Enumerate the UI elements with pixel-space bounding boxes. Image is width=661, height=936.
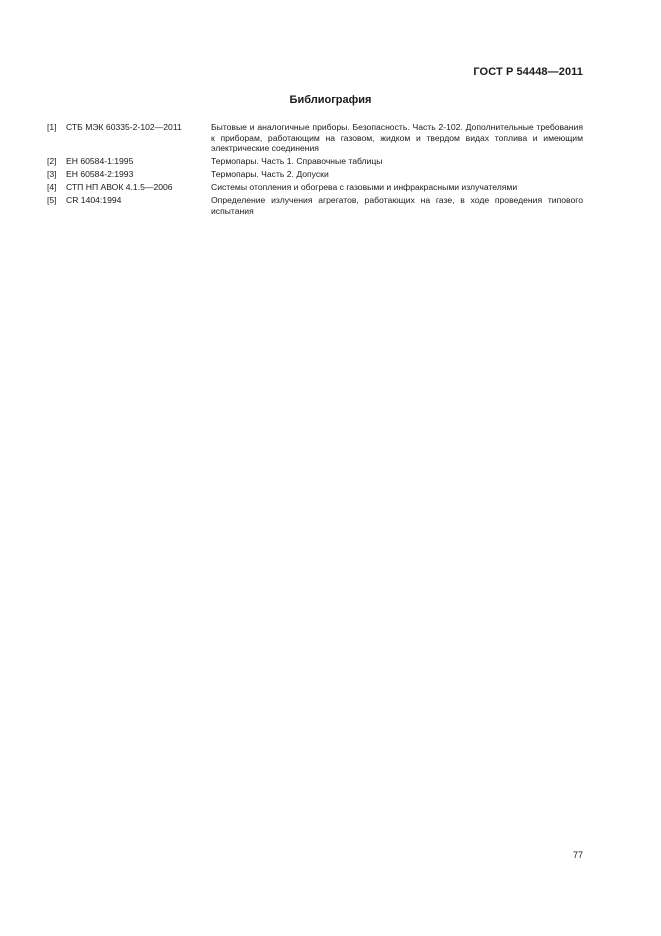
entry-reference: ЕН 60584-1:1995 bbox=[66, 156, 134, 167]
bibliography-entry bbox=[47, 182, 583, 193]
entry-number: [2] bbox=[47, 156, 57, 167]
entry-title: Определение излучения агрегатов, работающих на газе, в ходе проведения типового испытания bbox=[211, 195, 583, 216]
entry-number: [1] bbox=[47, 122, 57, 132]
bibliography-entry bbox=[47, 169, 583, 180]
bibliography-entry bbox=[47, 156, 583, 167]
bibliography-title: Библиография bbox=[289, 94, 372, 106]
entry-reference: СТБ МЭК 60335-2-102—2011 bbox=[66, 122, 182, 132]
entry-reference: ЕН 60584-2:1993 bbox=[66, 169, 134, 180]
document-id: ГОСТ Р 54448—2011 bbox=[473, 66, 583, 78]
entry-title: Системы отопления и обогрева с газовыми и инфракрасными излучателями bbox=[211, 182, 518, 193]
bibliography-entry bbox=[47, 195, 583, 216]
entry-number: [4] bbox=[47, 182, 57, 193]
entry-number: [5] bbox=[47, 195, 57, 206]
bibliography-entry bbox=[47, 122, 583, 154]
entry-title: Термопары. Часть 2. Допуски bbox=[211, 169, 329, 180]
entry-number: [3] bbox=[47, 169, 57, 180]
entry-reference: СТП НП АВОК 4.1.5—2006 bbox=[66, 182, 173, 193]
bibliography-list bbox=[47, 122, 583, 219]
entry-reference: CR 1404:1994 bbox=[66, 195, 122, 206]
entry-title: Бытовые и аналогичные приборы. Безопасность. Часть 2-102. Дополнительные требования к приборам, работающим на газовом, жидком и твердом видах топлива и имеющим электрические соединения bbox=[211, 122, 583, 154]
page-number: 77 bbox=[572, 850, 583, 860]
entry-title: Термопары. Часть 1. Справочные таблицы bbox=[211, 156, 383, 167]
